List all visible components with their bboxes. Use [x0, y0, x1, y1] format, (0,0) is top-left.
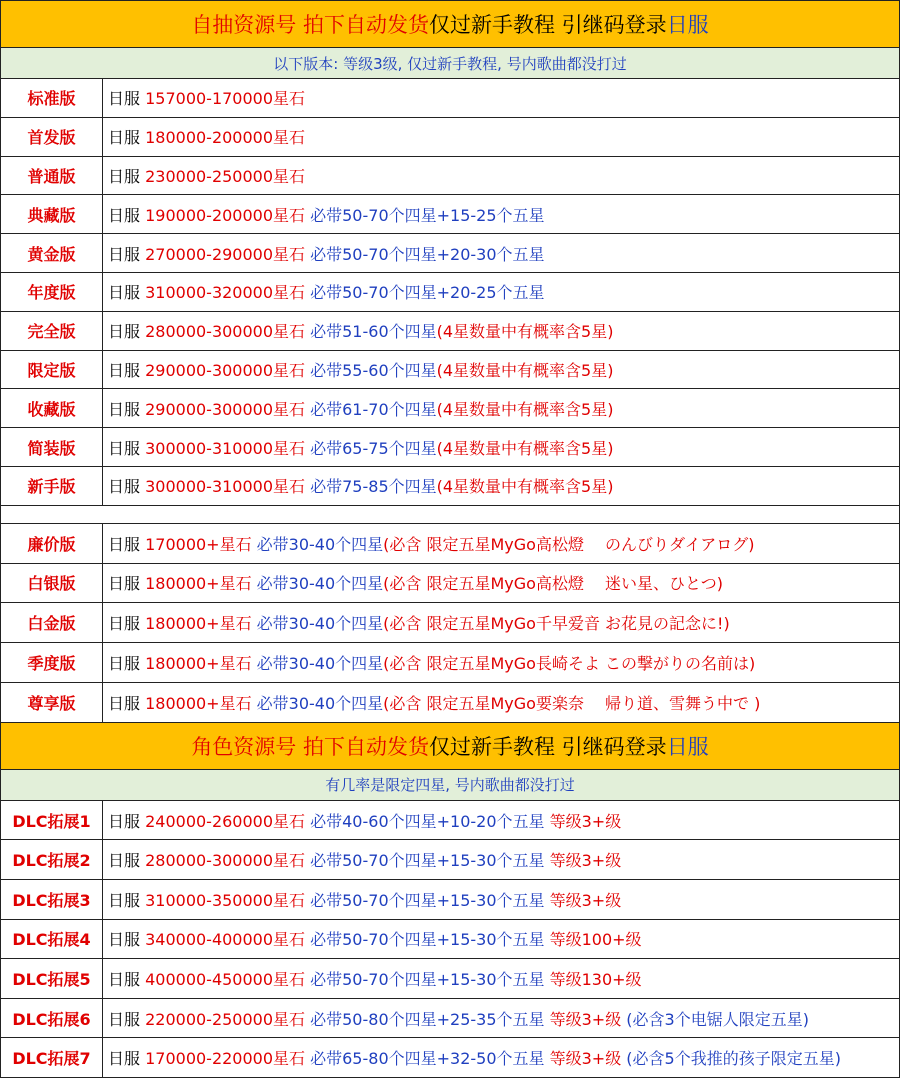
banner-title-part: 角色资源号 拍下自动发货: [191, 734, 429, 759]
row-content: [103, 436, 613, 459]
level-text: 等级3+级: [549, 851, 622, 871]
section-gap: [1, 506, 899, 524]
edition-label: 白银版: [1, 564, 103, 603]
row-content: [103, 848, 621, 871]
price-text: 180000+星石: [145, 654, 257, 674]
server-text: 日服: [108, 574, 146, 594]
server-text: 日服: [108, 477, 146, 497]
price-text: 170000-220000星石: [145, 1049, 311, 1069]
guarantee-text: 必带50-70个四星+15-30个五星: [310, 890, 550, 910]
table-row: [1, 880, 899, 920]
level-text: 等级3+级: [549, 890, 622, 910]
price-text: 180000+星石: [145, 693, 257, 713]
edition-label: 黄金版: [1, 234, 103, 272]
server-text: 日服: [108, 1009, 146, 1029]
edition-label: 限定版: [1, 351, 103, 389]
guarantee-text: 必带50-70个四星+20-30个五星: [310, 244, 545, 264]
row-content: [103, 164, 305, 187]
guarantee-text: 必带30-40个四星: [256, 614, 384, 634]
server-text: 日服: [108, 890, 146, 910]
row-content: [103, 611, 730, 634]
note-text: (4星数量中有概率含5星): [436, 399, 614, 419]
section1-rows: [1, 79, 899, 506]
server-text: 日服: [108, 811, 146, 831]
price-text: 190000-200000星石: [145, 205, 311, 225]
price-text: 180000+星石: [145, 614, 257, 634]
row-content: [103, 86, 305, 109]
server-text: 日服: [108, 614, 146, 634]
edition-label: 典藏版: [1, 195, 103, 233]
edition-label: DLC拓展7: [1, 1038, 103, 1077]
row-content: [103, 319, 613, 342]
table-row: [1, 467, 899, 506]
server-text: 日服: [108, 166, 146, 186]
server-text: 日服: [108, 438, 146, 458]
edition-label: DLC拓展1: [1, 801, 103, 840]
table-row: [1, 959, 899, 999]
edition-label: 廉价版: [1, 524, 103, 563]
table-row: [1, 79, 899, 118]
level-text: 等级100+级: [549, 930, 642, 950]
guarantee-text: 必带65-80个四星+32-50个五星: [310, 1049, 550, 1069]
edition-label: 简装版: [1, 428, 103, 466]
guarantee-text: 必带50-70个四星+15-30个五星: [310, 851, 550, 871]
note-text: (必含3个电锯人限定五星): [626, 1009, 809, 1029]
row-content: [103, 203, 545, 226]
price-text: 157000-170000星石: [145, 89, 306, 109]
guarantee-text: 必带50-70个四星+15-25个五星: [310, 205, 545, 225]
guarantee-text: 必带61-70个四星: [310, 399, 437, 419]
note-text: (4星数量中有概率含5星): [436, 438, 614, 458]
edition-label: 普通版: [1, 157, 103, 195]
price-text: 230000-250000星石: [145, 166, 306, 186]
server-text: 日服: [108, 89, 146, 109]
table-row: [1, 840, 899, 880]
guarantee-text: 必带50-70个四星+15-30个五星: [310, 969, 550, 989]
price-text: 290000-300000星石: [145, 360, 311, 380]
guarantee-text: 必带50-80个四星+25-35个五星: [310, 1009, 550, 1029]
server-text: 日服: [108, 283, 146, 303]
note-text: (必含 限定五星MyGo高松燈 迷い星、ひとつ): [383, 574, 723, 594]
server-text: 日服: [108, 399, 146, 419]
server-text: 日服: [108, 693, 146, 713]
price-text: 280000-300000星石: [145, 322, 311, 342]
table-row: [1, 564, 899, 604]
guarantee-text: 必带30-40个四星: [256, 574, 384, 594]
price-text: 220000-250000星石: [145, 1009, 311, 1029]
guarantee-text: 必带30-40个四星: [256, 534, 384, 554]
table-row: [1, 920, 899, 960]
banner-title-part: 日服: [666, 13, 709, 37]
server-text: 日服: [108, 851, 146, 871]
table-row: [1, 801, 899, 841]
edition-label: DLC拓展3: [1, 880, 103, 919]
row-content: [103, 474, 613, 497]
guarantee-text: 必带40-60个四星+10-20个五星: [310, 811, 550, 831]
table-row: [1, 643, 899, 683]
price-text: 400000-450000星石: [145, 969, 311, 989]
level-text: 等级3+级: [549, 1009, 627, 1029]
section1-subtitle: 以下版本: 等级3级, 仅过新手教程, 号内歌曲都没打过: [1, 48, 899, 79]
server-text: 日服: [108, 930, 146, 950]
edition-label: 季度版: [1, 643, 103, 682]
price-text: 300000-310000星石: [145, 438, 311, 458]
row-content: [103, 809, 621, 832]
note-text: (必含 限定五星MyGo高松燈 のんびりダイアログ): [383, 534, 755, 554]
section2-rows: [1, 524, 899, 723]
note-text: (4星数量中有概率含5星): [436, 322, 614, 342]
guarantee-text: 必带30-40个四星: [256, 693, 384, 713]
row-content: [103, 1046, 841, 1069]
table-row: [1, 312, 899, 351]
row-content: [103, 280, 545, 303]
server-text: 日服: [108, 969, 146, 989]
row-content: [103, 967, 642, 990]
table-row: [1, 1038, 899, 1078]
table-row: [1, 999, 899, 1039]
banner-title-part: 自抽资源号 拍下自动发货: [191, 13, 429, 37]
price-text: 280000-300000星石: [145, 851, 311, 871]
price-text: 180000+星石: [145, 574, 257, 594]
price-text: 270000-290000星石: [145, 244, 311, 264]
edition-label: DLC拓展2: [1, 840, 103, 879]
table-row: [1, 195, 899, 234]
level-text: 等级130+级: [549, 969, 642, 989]
table-row: [1, 351, 899, 390]
table-row: [1, 683, 899, 723]
edition-label: DLC拓展5: [1, 959, 103, 998]
table-row: [1, 118, 899, 157]
level-text: 等级3+级: [549, 1049, 627, 1069]
server-text: 日服: [108, 360, 146, 380]
table-row: [1, 273, 899, 312]
row-content: [103, 532, 755, 555]
edition-label: 首发版: [1, 118, 103, 156]
edition-label: DLC拓展6: [1, 999, 103, 1038]
edition-label: 年度版: [1, 273, 103, 311]
table-row: [1, 157, 899, 196]
table-row: [1, 389, 899, 428]
price-text: 300000-310000星石: [145, 477, 311, 497]
guarantee-text: 必带75-85个四星: [310, 477, 437, 497]
server-text: 日服: [108, 534, 146, 554]
price-text: 340000-400000星石: [145, 930, 311, 950]
section3-rows: [1, 801, 899, 1078]
price-text: 180000-200000星石: [145, 128, 306, 148]
banner-title-part: 仅过新手教程 引继码登录: [429, 734, 667, 759]
server-text: 日服: [108, 244, 146, 264]
server-text: 日服: [108, 322, 146, 342]
edition-label: 收藏版: [1, 389, 103, 427]
note-text: (4星数量中有概率含5星): [436, 360, 614, 380]
edition-label: 标准版: [1, 79, 103, 117]
level-text: 等级3+级: [549, 811, 622, 831]
guarantee-text: 必带50-70个四星+15-30个五星: [310, 930, 550, 950]
price-text: 310000-350000星石: [145, 890, 311, 910]
edition-label: DLC拓展4: [1, 920, 103, 959]
edition-label: 完全版: [1, 312, 103, 350]
guarantee-text: 必带51-60个四星: [310, 322, 437, 342]
note-text: (必含 限定五星MyGo長崎そよ この撃がりの名前は): [383, 654, 756, 674]
server-text: 日服: [108, 654, 146, 674]
banner-title-part: 仅过新手教程 引继码登录: [429, 13, 667, 37]
row-content: [103, 125, 305, 148]
table-row: [1, 234, 899, 273]
guarantee-text: 必带65-75个四星: [310, 438, 437, 458]
row-content: [103, 888, 621, 911]
row-content: [103, 358, 613, 381]
row-content: [103, 1007, 809, 1030]
price-text: 290000-300000星石: [145, 399, 311, 419]
row-content: [103, 242, 545, 265]
price-text: 310000-320000星石: [145, 283, 311, 303]
guarantee-text: 必带30-40个四星: [256, 654, 384, 674]
row-content: [103, 691, 760, 714]
edition-label: 白金版: [1, 603, 103, 642]
guarantee-text: 必带55-60个四星: [310, 360, 437, 380]
banner-title-part: 日服: [666, 734, 709, 759]
guarantee-text: 必带50-70个四星+20-25个五星: [310, 283, 545, 303]
row-content: [103, 397, 613, 420]
row-content: [103, 651, 755, 674]
price-text: 170000+星石: [145, 534, 257, 554]
edition-label: 新手版: [1, 467, 103, 505]
server-text: 日服: [108, 205, 146, 225]
row-content: [103, 571, 723, 594]
edition-label: 尊享版: [1, 683, 103, 722]
table-row: [1, 428, 899, 467]
section1-banner: [1, 1, 899, 48]
note-text: (必含 限定五星MyGo千早爱音 お花見の記念に!): [383, 614, 730, 634]
section3-subtitle: 有几率是限定四星, 号内歌曲都没打过: [1, 770, 899, 801]
table-row: [1, 524, 899, 564]
note-text: (4星数量中有概率含5星): [436, 477, 614, 497]
server-text: 日服: [108, 128, 146, 148]
server-text: 日服: [108, 1049, 146, 1069]
note-text: (必含5个我推的孩子限定五星): [626, 1049, 841, 1069]
row-content: [103, 927, 642, 950]
table-row: [1, 603, 899, 643]
section3-banner: [1, 723, 899, 770]
note-text: (必含 限定五星MyGo要楽奈 帰り道、雪舞う中で ): [383, 693, 761, 713]
price-text: 240000-260000星石: [145, 811, 311, 831]
